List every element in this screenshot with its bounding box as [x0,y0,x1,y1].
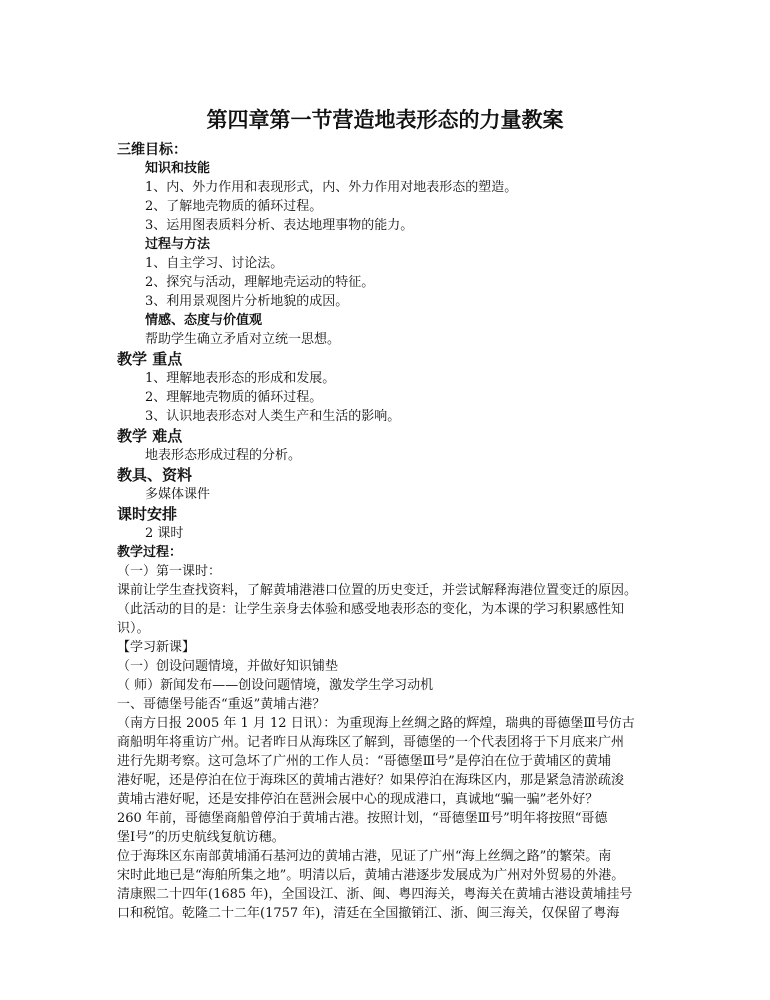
text-line: 课前让学生查找资料，了解黄埔港港口位置的历史变迁，并尝试解释海港位置变迁的原因。 [117,583,638,598]
text-line: （一）创设问题情境，并做好知识铺垫 [117,659,339,674]
text-line: （南方日报 2005 年 1 月 12 日讯）：为重现海上丝绸之路的辉煌，瑞典的哥德堡Ⅲ号仿古 [117,716,635,731]
text-line: 2 课时 [145,526,184,541]
text-line: 港好呢，还是停泊在位于海珠区的黄埔古港好？如果停泊在海珠区内，那是紧急清淤疏浚 [117,773,625,788]
document-title: 第四章第一节营造地表形态的力量教案 [206,107,564,132]
text-line: 商船明年将重访广州。记者昨日从海珠区了解到，哥德堡的一个代表团将于下月底来广州 [117,735,625,750]
text-line: 识）。 [117,621,150,636]
section-heading-process: 教学过程： [117,545,183,560]
text-line: 1、理解地表形态的形成和发展。 [145,371,336,386]
text-line: 3、利用景观图片分析地貌的成因。 [145,294,349,309]
text-line: 口和税馆。乾隆二十二年(1757 年)，清廷在全国撤销江、浙、闽三海关，仅保留了粤海 [117,906,620,921]
subheading-attitudes-values: 情感、态度与价值观 [145,313,263,328]
text-line: 2、理解地壳物质的循环过程。 [145,390,323,405]
text-line: 进行先期考察。这可急坏了广州的工作人员：“哥德堡Ⅲ号”是停泊在位于黄埔区的黄埔 [117,754,611,769]
text-line: 多媒体课件 [145,487,211,502]
text-line: 一、哥德堡号能否“重返”黄埔古港？ [117,697,326,712]
text-line: 3、运用图表质料分析、表达地理事物的能力。 [145,218,414,233]
text-line: 1、内、外力作用和表现形式，内、外力作用对地表形态的塑造。 [145,180,518,195]
text-line: （此活动的目的是：让学生亲身去体验和感受地表形态的变化，为本课的学习积累感性知 [117,602,625,617]
text-line: 宋时此地已是“海舶所集之地”。明清以后，黄埔古港逐步发展成为广州对外贸易的外港。 [117,868,625,883]
text-line: （一）第一课时： [117,564,222,579]
text-line: 260 年前，哥德堡商船曾停泊于黄埔古港。按照计划，“哥德堡Ⅲ号”明年将按照“哥德 [117,811,608,826]
text-line: 2、探究与活动，理解地壳运动的特征。 [145,275,375,290]
text-line: 位于海珠区东南部黄埔涌石基河边的黄埔古港，见证了广州“海上丝绸之路”的繁荣。南 [117,849,612,864]
text-line: 1、自主学习、讨论法。 [145,256,284,271]
section-heading-difficulties: 教学 难点 [117,427,183,445]
text-line: 2、了解地壳物质的循环过程。 [145,199,323,214]
section-heading-key-points: 教学 重点 [117,350,183,368]
text-line: 地表形态形成过程的分析。 [145,448,302,463]
subheading-process-methods: 过程与方法 [145,237,211,252]
text-line: 3、认识地表形态对人类生产和生活的影响。 [145,409,401,424]
section-heading-objectives: 三维目标： [117,142,187,158]
subheading-knowledge-skills: 知识和技能 [145,161,211,176]
section-heading-materials: 教具、资料 [117,466,193,484]
text-line: 清康熙二十四年(1685 年)，全国设江、浙、闽、粤四海关，粤海关在黄埔古港设黄埔挂号 [117,887,633,902]
text-line: （ 师）新闻发布——创设问题情境，激发学生学习动机 [117,678,434,693]
text-line: 帮助学生确立矛盾对立统一思想。 [145,332,341,347]
section-heading-schedule: 课时安排 [117,505,178,523]
section-heading-new-lesson: 【学习新课】 [117,640,196,655]
text-line: 黄埔古港好呢，还是安排停泊在琶洲会展中心的现成港口，真诚地“骗一骗”老外好？ [117,792,599,807]
text-line: 堡Ⅰ号”的历史航线复航访穗。 [117,830,285,845]
